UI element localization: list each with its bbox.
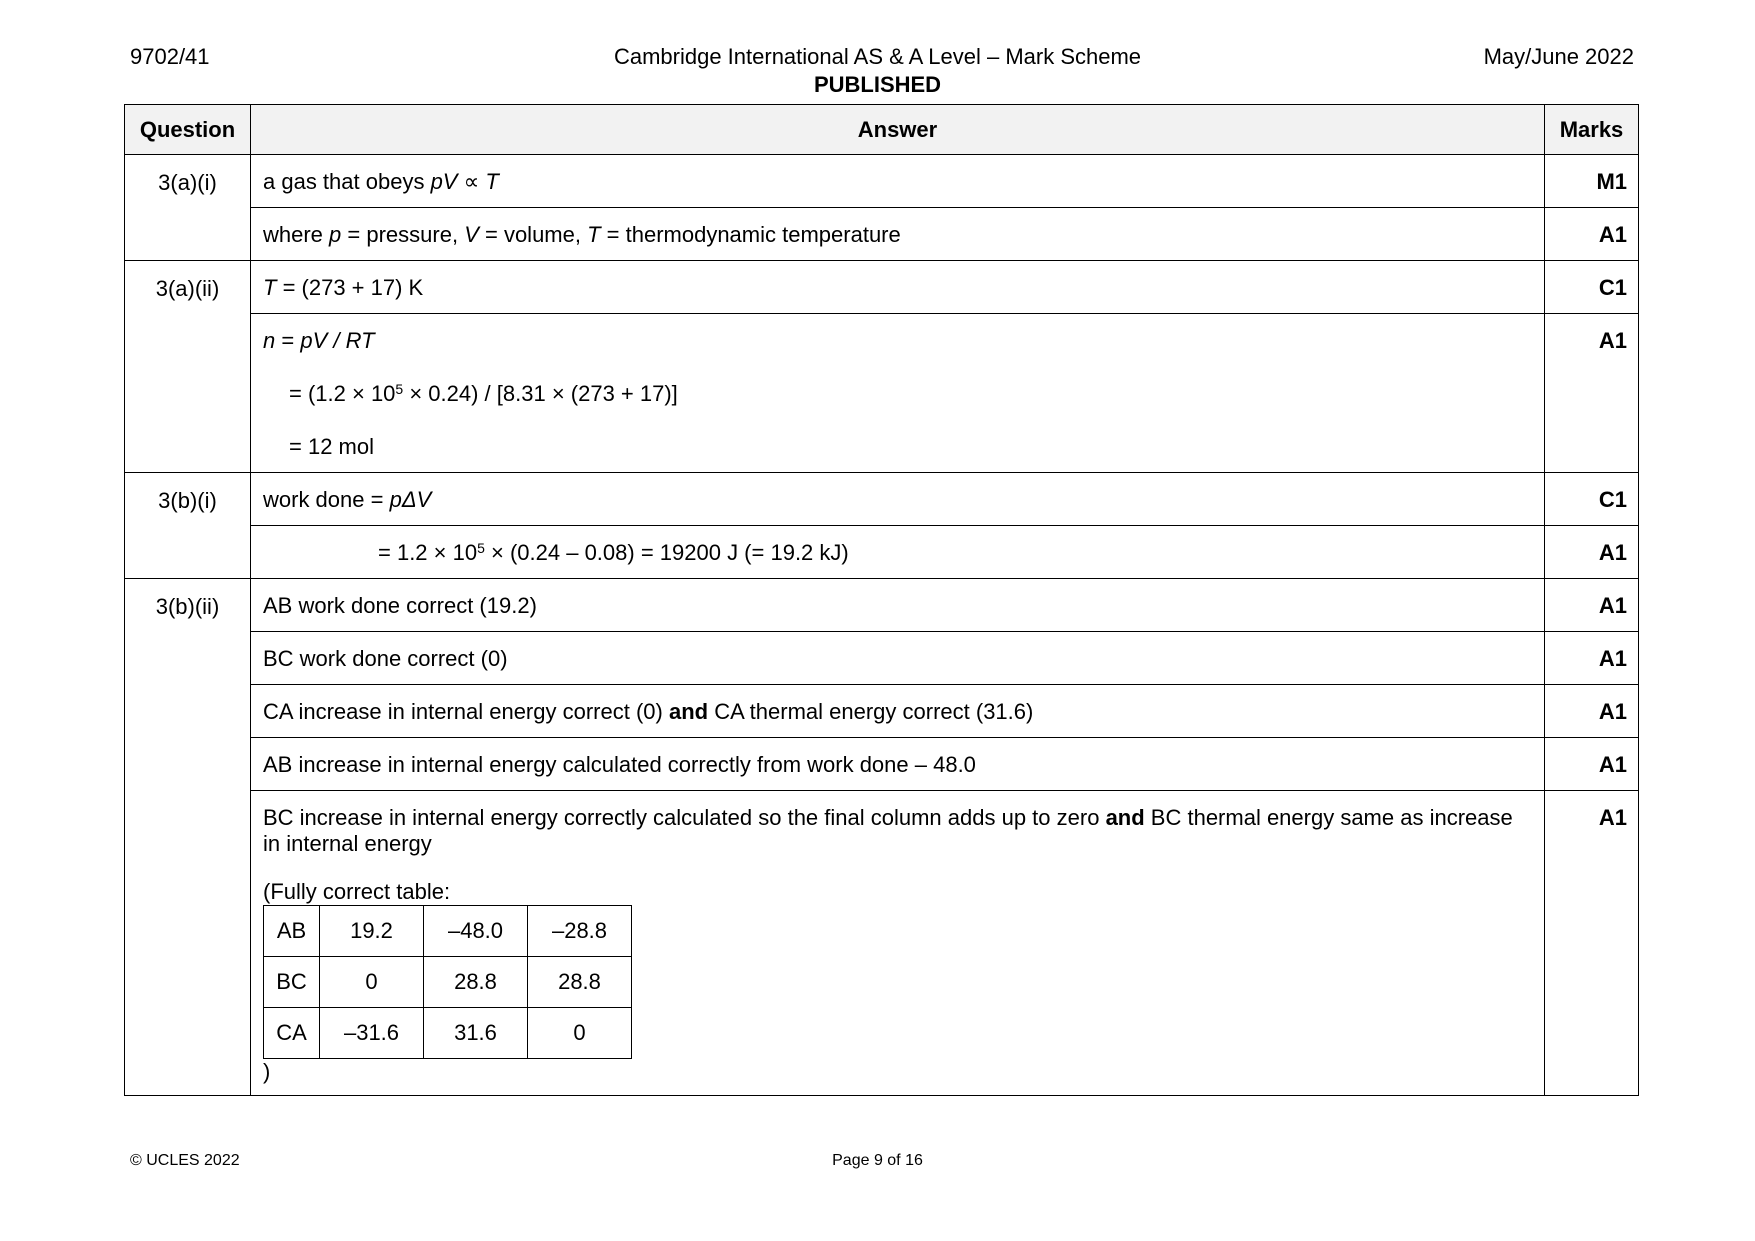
answer-cell [251, 791, 1545, 1096]
answer-text: × 0.24) / [8.31 × (273 + 17)] [403, 381, 678, 406]
answer-text: = [275, 328, 301, 353]
table-row [125, 261, 1639, 314]
table-close: ) [263, 1059, 271, 1084]
variable: T [263, 275, 277, 300]
answer-cell: AB increase in internal energy calculated correctly from work done – 48.0 [251, 738, 1545, 791]
answer-text: = volume, [478, 222, 588, 247]
mark-cell: A1 [1545, 738, 1639, 791]
process-label: CA [264, 1008, 320, 1059]
answer-text: = pressure, [341, 222, 465, 247]
table-row [125, 526, 1639, 579]
page-number: Page 9 of 16 [832, 1152, 923, 1169]
table-row [125, 208, 1639, 261]
table-row [125, 738, 1639, 791]
table-row [125, 685, 1639, 738]
marks-column-header: Marks [1545, 105, 1639, 155]
mark-cell: C1 [1545, 261, 1639, 314]
table-intro: (Fully correct table: [263, 879, 451, 904]
process-label: AB [264, 906, 320, 957]
paper-code: 9702/41 [130, 44, 210, 69]
question-label: 3(b)(i) [125, 473, 251, 579]
answer-text: = 1.2 × 10 [378, 540, 478, 565]
answer-cell [251, 526, 1545, 579]
answer-text: BC thermal energy same as increase in internal energy [263, 805, 1513, 856]
answer-text: = (273 + 17) K [276, 275, 424, 300]
mark-scheme-table [124, 104, 1639, 1096]
answer-cell: BC work done correct (0) [251, 632, 1545, 685]
answer-text: × (0.24 – 0.08) = 19200 J (= 19.2 kJ) [484, 540, 849, 565]
exam-session: May/June 2022 [1483, 44, 1634, 69]
answer-text: = thermodynamic temperature [600, 222, 901, 247]
table-row [125, 791, 1639, 1096]
answer-cell [251, 208, 1545, 261]
energy-value: 0 [528, 1008, 632, 1059]
inner-table-row [264, 957, 632, 1008]
energy-value: –48.0 [424, 906, 528, 957]
inner-table-row [264, 1008, 632, 1059]
exponent: 5 [395, 381, 404, 397]
mark-cell: A1 [1545, 526, 1639, 579]
variable: T [587, 222, 601, 247]
answer-text: = (1.2 × 10 [289, 381, 396, 406]
copyright: © UCLES 2022 [130, 1152, 240, 1169]
correct-energy-table [263, 905, 632, 1059]
energy-value: 28.8 [528, 957, 632, 1008]
mark-cell: A1 [1545, 632, 1639, 685]
energy-value: 28.8 [424, 957, 528, 1008]
mark-cell: A1 [1545, 579, 1639, 632]
formula: pV ∝ T [430, 169, 499, 194]
published-label: PUBLISHED [813, 72, 942, 97]
variable: V [464, 222, 479, 247]
answer-cell [251, 261, 1545, 314]
answer-cell [251, 155, 1545, 208]
question-label: 3(a)(ii) [125, 261, 251, 473]
energy-value: –31.6 [320, 1008, 424, 1059]
table-header-row [125, 105, 1639, 155]
mark-cell: C1 [1545, 473, 1639, 526]
table-row [125, 155, 1639, 208]
answer-text: a gas that obeys [263, 169, 431, 194]
answer-cell: AB work done correct (19.2) [251, 579, 1545, 632]
mark-cell: A1 [1545, 208, 1639, 261]
answer-text: where [263, 222, 330, 247]
document-title: Cambridge International AS & A Level – Mark Scheme [613, 44, 1142, 69]
mark-cell: A1 [1545, 314, 1639, 473]
answer-cell [251, 473, 1545, 526]
mark-cell: A1 [1545, 685, 1639, 738]
formula: pV / RT [300, 328, 375, 353]
table-row [125, 632, 1639, 685]
answer-text: BC increase in internal energy correctly calculated so the final column adds up to zero [263, 805, 1106, 830]
question-column-header: Question [125, 105, 251, 155]
energy-value: 19.2 [320, 906, 424, 957]
question-label: 3(a)(i) [125, 155, 251, 261]
answer-column-header: Answer [251, 105, 1545, 155]
variable: p [329, 222, 342, 247]
bold-connector: and [1105, 805, 1145, 830]
mark-cell: M1 [1545, 155, 1639, 208]
energy-value: –28.8 [528, 906, 632, 957]
question-label: 3(b)(ii) [125, 579, 251, 1096]
exponent: 5 [477, 540, 485, 556]
inner-table-row [264, 906, 632, 957]
answer-cell [251, 314, 1545, 473]
energy-value: 0 [320, 957, 424, 1008]
table-row [125, 314, 1639, 473]
table-row [125, 473, 1639, 526]
answer-text: work done = [263, 487, 390, 512]
formula: pΔV [389, 487, 432, 512]
energy-value: 31.6 [424, 1008, 528, 1059]
variable: n [263, 328, 276, 353]
process-label: BC [264, 957, 320, 1008]
answer-cell [251, 685, 1545, 738]
answer-text: = 12 mol [289, 434, 374, 459]
mark-cell: A1 [1545, 791, 1639, 1096]
answer-text: CA increase in internal energy correct (0) [263, 699, 669, 724]
table-row [125, 579, 1639, 632]
answer-text: CA thermal energy correct (31.6) [708, 699, 1034, 724]
bold-connector: and [668, 699, 709, 724]
